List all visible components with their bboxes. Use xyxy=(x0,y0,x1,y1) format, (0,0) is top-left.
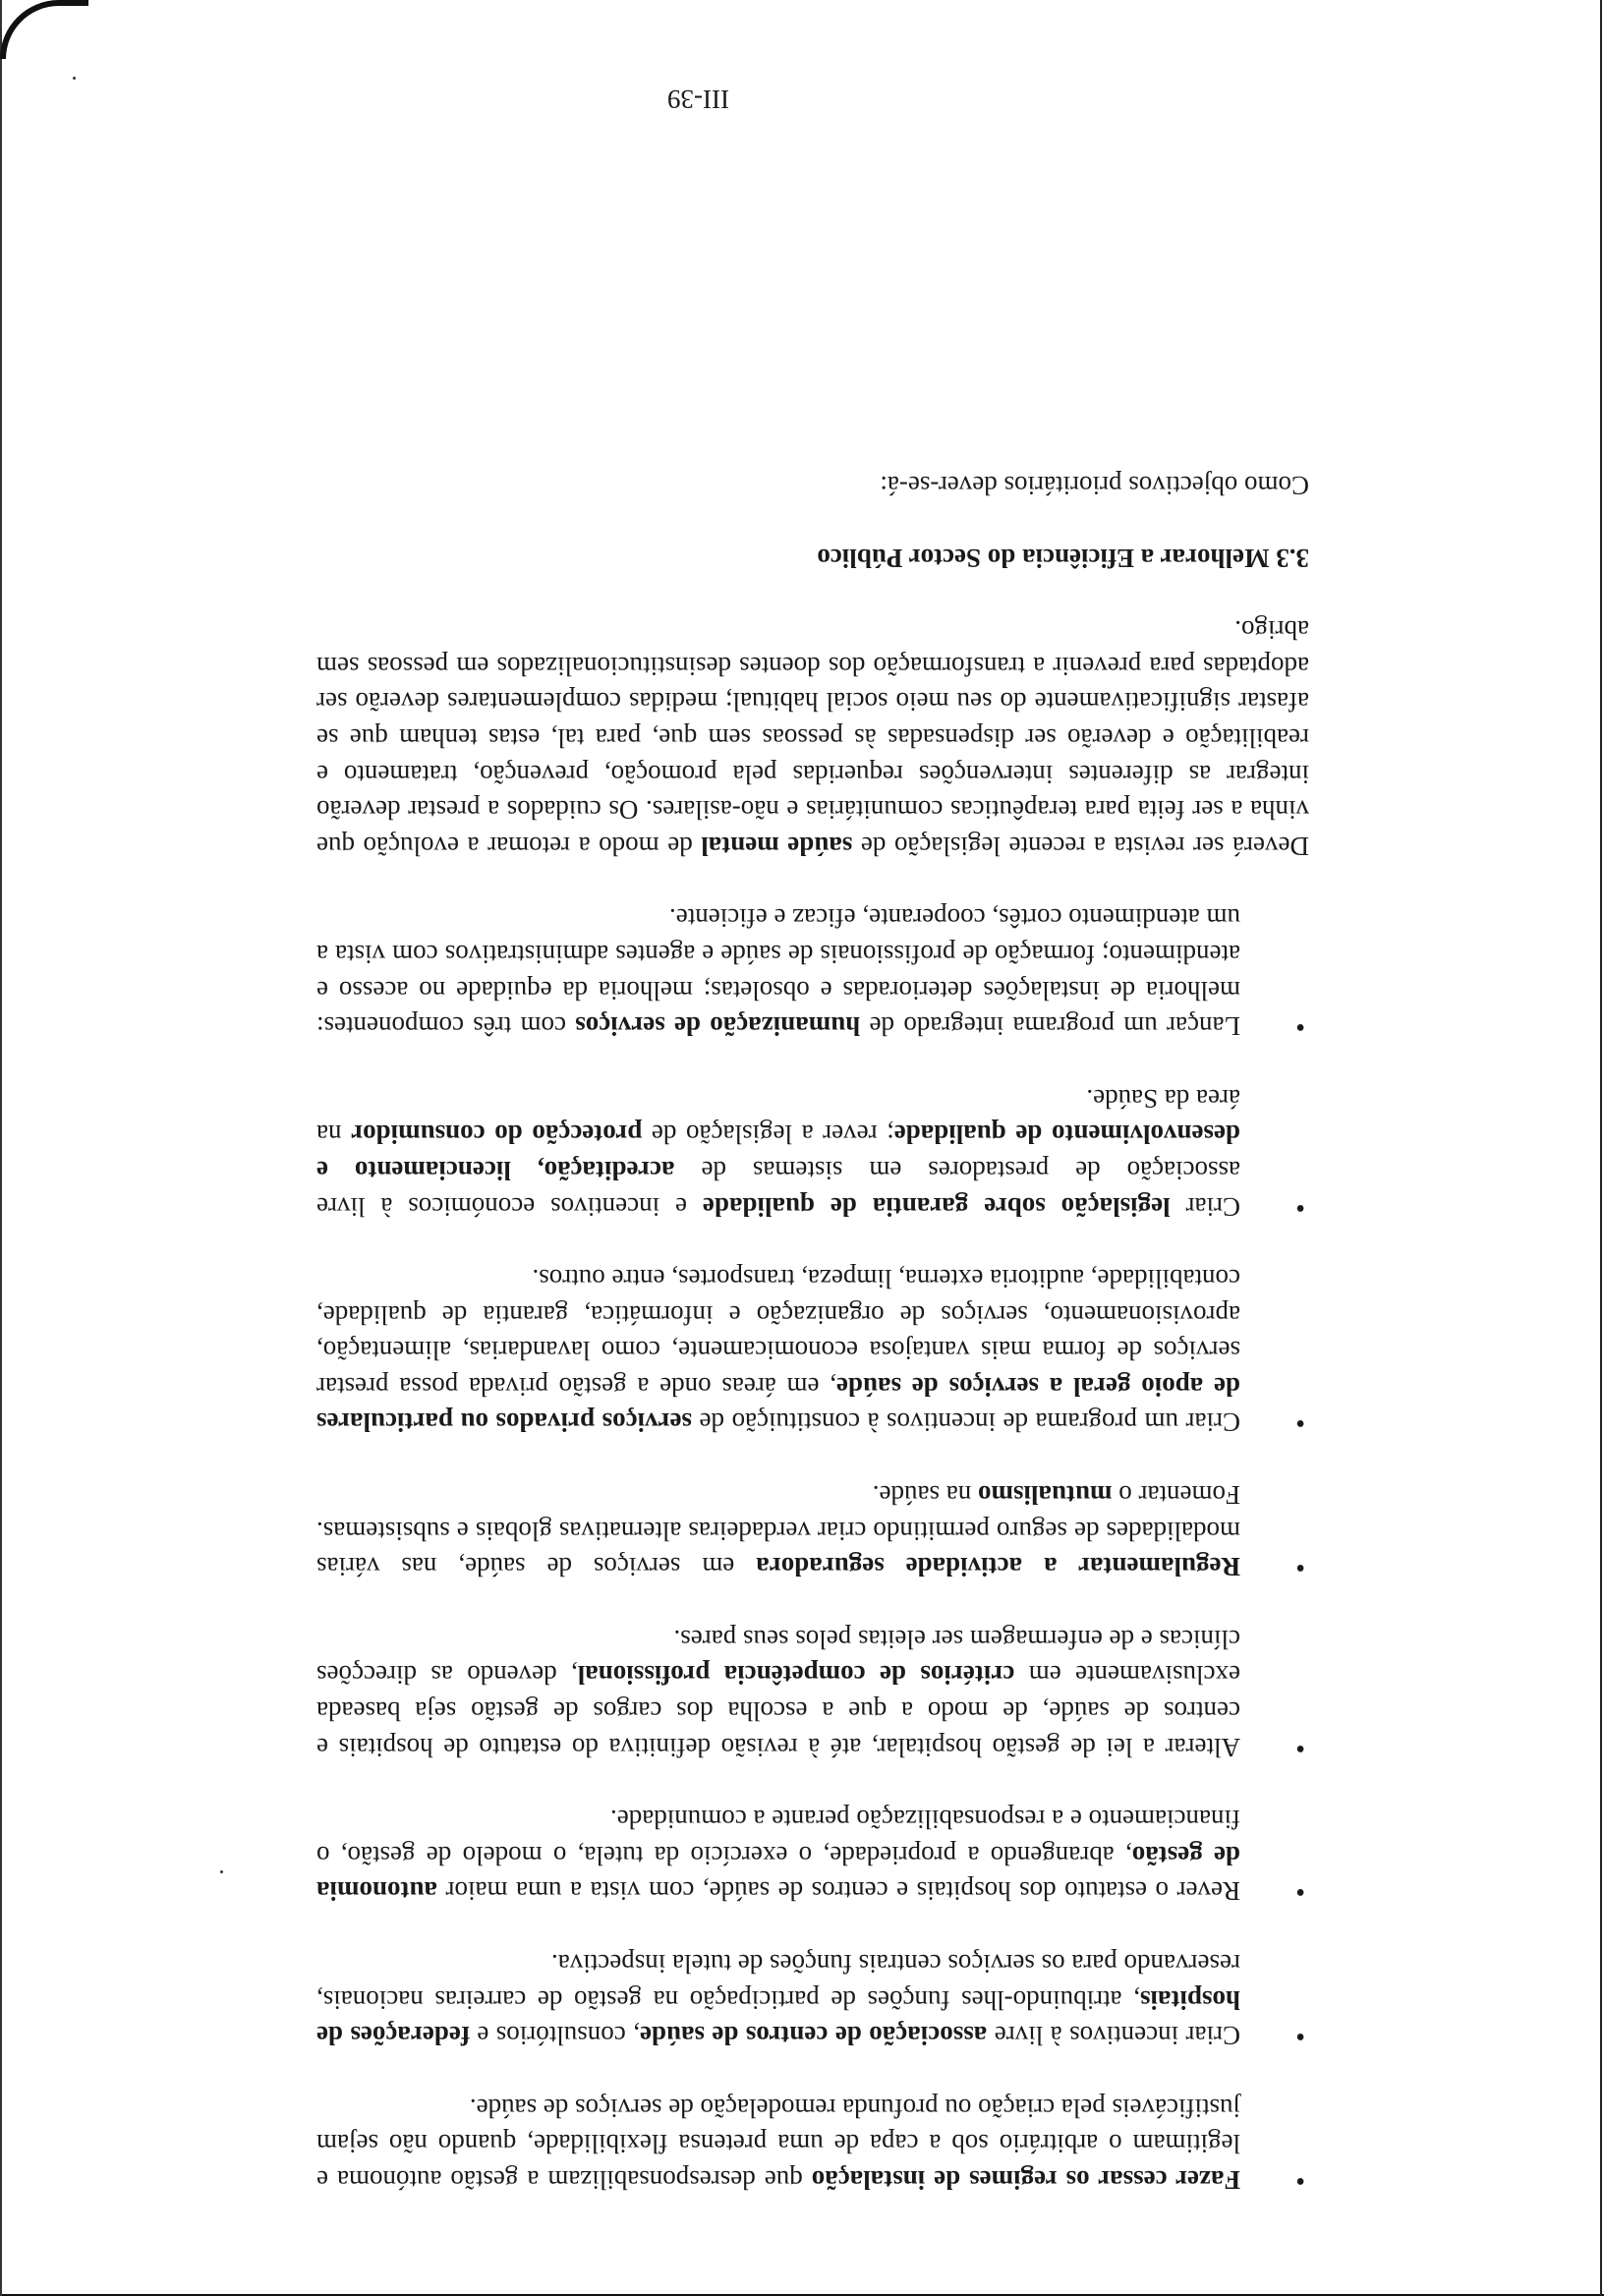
bold-text: acreditação, licenciamento e desenvolvimento de qualidade xyxy=(316,1119,1240,1185)
bold-text: protecção do consumidor xyxy=(351,1119,643,1150)
bold-text: federações de hospitais xyxy=(315,1984,1240,2051)
bold-text: saúde mental xyxy=(701,831,853,861)
bold-text: legislação sobre garantia de qualidade xyxy=(702,1191,1171,1222)
bold-text: mutualismo xyxy=(977,1480,1113,1511)
list-item xyxy=(316,1621,1309,1764)
list-item xyxy=(316,1080,1309,1224)
text-run: em serviços de saúde, nas várias modalidades de seguro permitindo criar verdadeiras alternativas globais e subsistemas. Fomentar o xyxy=(316,1480,1240,1582)
text-run: na saúde. xyxy=(872,1480,978,1511)
section-intro: Como objectivos prioritários dever-se-á: xyxy=(880,471,1309,501)
text-run: , abrangendo a propriedade, o exercício da tutela, o modelo de gestão, o financiamento e a responsabilização perante a comunidade. xyxy=(316,1805,1240,1870)
scan-speck xyxy=(220,1870,223,1873)
scan-border-right xyxy=(0,0,2,2296)
bold-text: humanização de serviços xyxy=(575,1011,861,1042)
page-number: III-39 xyxy=(667,85,729,114)
text-run: com três componentes: melhoria de instalações deterioradas e obsoletas; melhoria da equidade no acesso e atendimento; formação de profissionais de saúde e agentes administrativos com vista a um atendimento cortês, cooperante, eficaz e eficiente. xyxy=(316,903,1240,1042)
text-run: ; rever a legislação de xyxy=(642,1119,894,1150)
list-item xyxy=(316,900,1309,1044)
bold-text: serviços privados ou particulares de apoio geral a serviços de saúde xyxy=(316,1371,1240,1438)
text-run: Deverá ser revista a recente legislação de xyxy=(852,831,1309,861)
mental-health-paragraph xyxy=(316,612,1309,864)
text-run: , devendo as direcções clínicas e de enfermagem ser eleitas pelos seus pares. xyxy=(316,1624,1240,1691)
bullet-list xyxy=(316,900,1309,2198)
text-run: Criar incentivos à livre xyxy=(987,2021,1240,2051)
text-run: Rever o estatuto dos hospitais e centros de saúde, com vista a uma maior xyxy=(437,1876,1240,1907)
text-run: e incentivos económicos à livre associação de prestadores em sistemas de xyxy=(316,1155,1240,1222)
list-item xyxy=(316,1945,1309,2053)
bold-text: Regulamentar a actividade seguradora xyxy=(756,1552,1240,1582)
list-item xyxy=(316,1477,1309,1585)
text-run: na área da Saúde. xyxy=(316,1083,1240,1150)
text-run: Lançar um programa integrado de xyxy=(860,1011,1240,1042)
section-title: 3.3 Melhorar a Eficiência do Sector Público xyxy=(817,543,1309,573)
bold-text: associação de centros de saúde xyxy=(639,2021,988,2051)
text-block xyxy=(316,467,1309,2198)
scan-border-left xyxy=(1600,0,1602,2296)
text-run: Alterar a lei de gestão hospitalar, até à revisão definitiva do estatuto de hospitais e centros de saúde, de modo a que a escolha dos cargos de gestão seja baseada exclusivamente em xyxy=(316,1660,1240,1762)
text-run: , consultórios e xyxy=(469,2021,640,2051)
list-item xyxy=(316,1802,1309,1910)
list-item xyxy=(316,1261,1309,1441)
text-run: , em áreas onde a gestão privada possa prestar serviços de forma mais vantajosa economicamente, como lavandarias, alimentação, aprovisionamento, serviços de organização e informática, garantia de qualidade, contabilidade, auditoria externa, limpeza, transportes, entre outros. xyxy=(316,1264,1240,1402)
bold-text: critérios de competência profissional xyxy=(577,1660,1015,1691)
text-run: Criar xyxy=(1170,1191,1240,1222)
text-run: que desresponsabilizam a gestão autónoma e legitimam o arbitrário sob a capa de uma pretensa flexibilidade, quando não sejam justificáveis pela criação ou profunda remodelação de serviços de saúde. xyxy=(316,2093,1240,2195)
text-run: de modo a retomar a evolução que vinha a ser feita para terapêuticas comunitárias e não-asilares. Os cuidados a prestar deverão integrar as diferentes intervenções requeridas pela promoção, prevenção, tratamento e reabilitação e deverão ser dispensadas às pessoas sem que, para tal, estas tenham que se afastar significativamente do seu meio social habitual; medidas complementares deverão ser adoptadas para prevenir a transformação dos doentes desinstitucionalizados em pessoas sem abrigo. xyxy=(316,615,1309,861)
text-run: Criar um programa de incentivos à constituição de xyxy=(692,1407,1240,1438)
text-run: , atribuindo-lhes funções de participação na gestão de carreiras nacionais, reservando para os serviços centrais funções de tutela inspectiva. xyxy=(316,1949,1240,2015)
list-item xyxy=(316,2090,1309,2198)
scan-speck xyxy=(73,77,76,80)
scan-corner-artifact xyxy=(0,0,88,59)
bold-text: autonomia de gestão xyxy=(316,1840,1240,1907)
bold-text: Fazer cessar os regimes de instalação xyxy=(811,2165,1240,2195)
